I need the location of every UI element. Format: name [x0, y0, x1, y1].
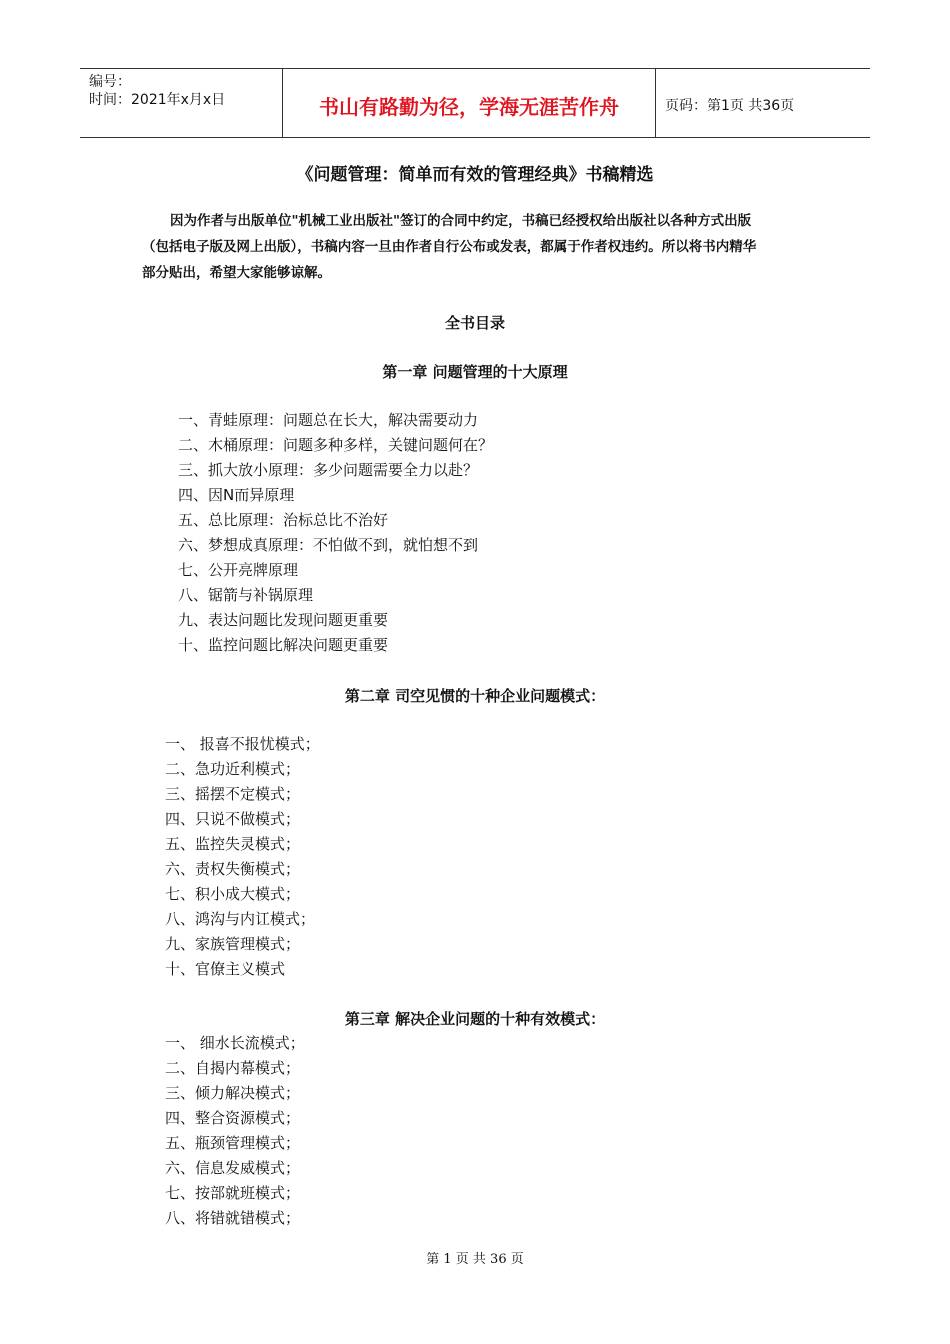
- list-item: 四、因N而异原理: [178, 486, 295, 504]
- page-info: 页码：第1页 共36页: [665, 98, 795, 114]
- toc-heading: 全书目录: [444, 314, 505, 332]
- list-item: 二、自揭内幕模式；: [165, 1059, 301, 1077]
- list-item: 三、抓大放小原理：多少问题需要全力以赴？: [178, 461, 479, 479]
- list-item: 一、 报喜不报忧模式；: [165, 735, 320, 753]
- header-motto-cell: [282, 69, 656, 137]
- list-item: 四、只说不做模式；: [165, 810, 301, 828]
- date-line: 时间：2021年x月x日: [89, 92, 226, 108]
- list-item: 十、监控问题比解决问题更重要: [178, 636, 389, 654]
- list-item: 二、急功近利模式；: [165, 760, 301, 778]
- list-item: 七、按部就班模式；: [165, 1184, 301, 1202]
- chapter-heading: 第三章 解决企业问题的十种有效模式：: [344, 1010, 606, 1028]
- code-label: 编号：: [89, 74, 131, 90]
- list-item: 九、表达问题比发现问题更重要: [178, 611, 389, 629]
- motto: 书山有路勤为径，学海无涯苦作舟: [319, 95, 619, 119]
- list-item: 一、 细水长流模式；: [165, 1034, 305, 1052]
- intro-paragraph: [142, 208, 822, 286]
- document-title: 《问题管理：简单而有效的管理经典》书稿精选: [296, 165, 654, 185]
- chapter-heading: 第二章 司空见惯的十种企业问题模式：: [344, 687, 606, 705]
- list-item: 三、摇摆不定模式；: [165, 785, 301, 803]
- intro-line: 部分贴出，希望大家能够谅解。: [142, 265, 331, 281]
- chapter-1-list: [178, 408, 493, 658]
- list-item: 三、倾力解决模式；: [165, 1084, 301, 1102]
- chapter-3-list: [165, 1031, 305, 1231]
- list-item: 二、木桶原理：问题多种多样，关键问题何在？: [178, 436, 494, 454]
- chapter-2-list: [165, 732, 320, 982]
- page-footer: 第 1 页 共 36 页: [426, 1252, 524, 1267]
- list-item: 七、公开亮牌原理: [178, 561, 299, 579]
- header-page-cell: [656, 69, 870, 137]
- list-item: 六、责权失衡模式；: [165, 860, 301, 878]
- list-item: 四、整合资源模式；: [165, 1109, 301, 1127]
- chapter-heading: 第一章 问题管理的十大原理: [382, 363, 568, 381]
- intro-line: 因为作者与出版单位"机械工业出版社"签订的合同中约定，书稿已经授权给出版社以各种方式出版: [170, 213, 752, 229]
- header-meta-cell: [80, 69, 282, 137]
- list-item: 六、梦想成真原理：不怕做不到，就怕想不到: [178, 536, 479, 554]
- list-item: 五、总比原理：治标总比不治好: [178, 511, 389, 529]
- list-item: 八、将错就错模式；: [165, 1209, 301, 1227]
- document-header: [80, 68, 870, 138]
- list-item: 九、家族管理模式；: [165, 935, 301, 953]
- list-item: 八、鸿沟与内讧模式；: [165, 910, 316, 928]
- list-item: 十、官僚主义模式: [165, 960, 286, 978]
- list-item: 七、积小成大模式；: [165, 885, 301, 903]
- intro-line: （包括电子版及网上出版），书稿内容一旦由作者自行公布或发表，都属于作者权违约。所以将书内精华: [142, 239, 757, 255]
- list-item: 五、监控失灵模式；: [165, 835, 301, 853]
- list-item: 一、青蛙原理：问题总在长大，解决需要动力: [178, 411, 479, 429]
- list-item: 六、信息发威模式；: [165, 1159, 301, 1177]
- list-item: 五、瓶颈管理模式；: [165, 1134, 301, 1152]
- list-item: 八、锯箭与补锅原理: [178, 586, 314, 604]
